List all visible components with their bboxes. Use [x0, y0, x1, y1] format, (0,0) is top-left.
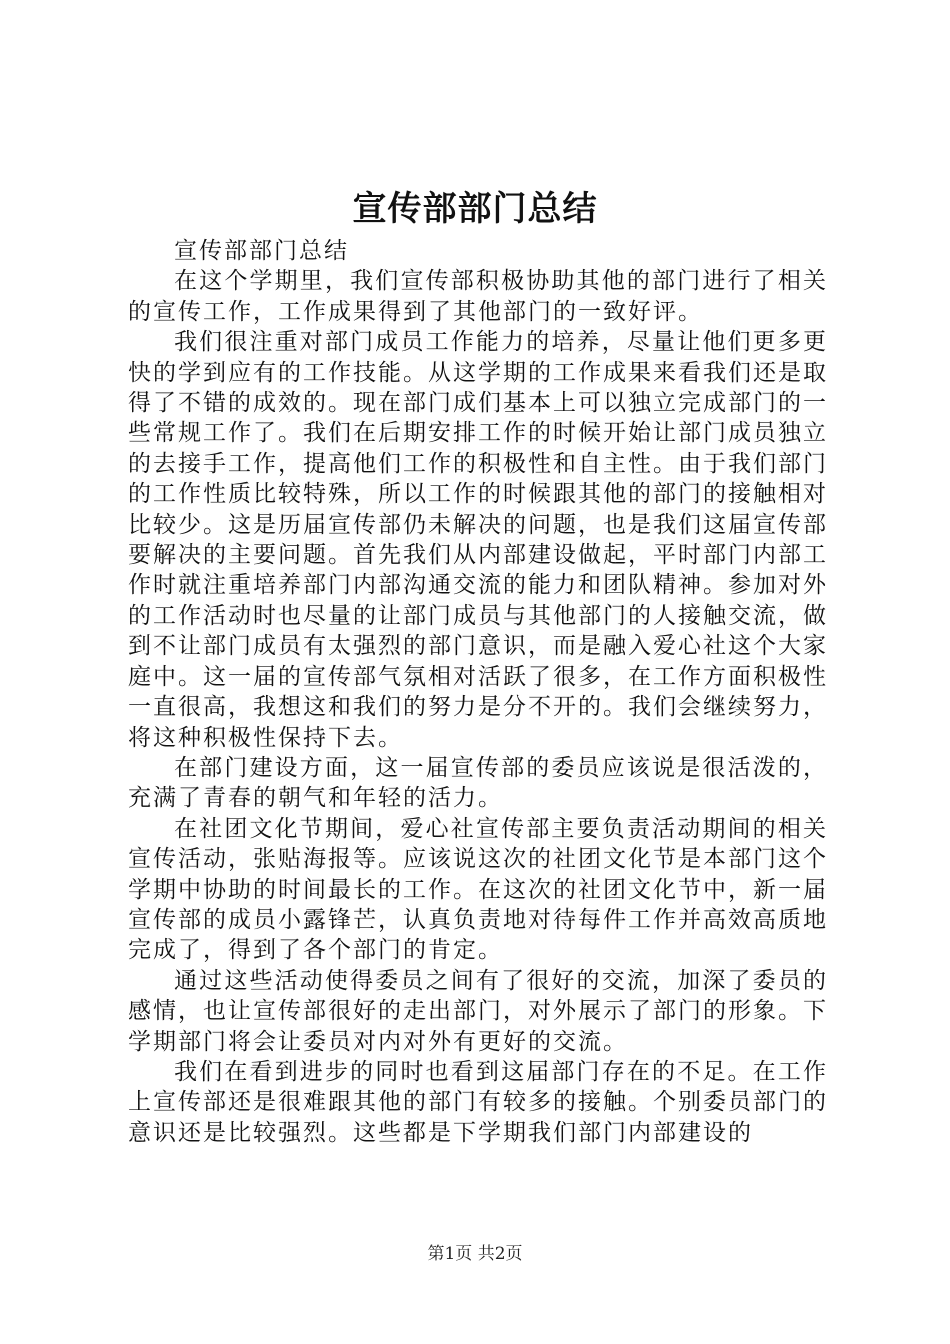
page-number-footer: 第1页 共2页: [427, 1244, 523, 1264]
body-paragraph: 在部门建设方面，这一届宣传部的委员应该说是很活泼的，充满了青春的朝气和年轻的活力。: [128, 754, 828, 812]
body-paragraph: 在社团文化节期间，爱心社宣传部主要负责活动期间的相关宣传活动，张贴海报等。应该说这次的社团文化节是本部门这个学期中协助的时间最长的工作。在这次的社团文化节中，新一届宣传部的成员小露锋芒，认真负责地对待每件工作并高效高质地完成了，得到了各个部门的肯定。: [128, 815, 828, 964]
body-paragraph: 通过这些活动使得委员之间有了很好的交流，加深了委员的感情，也让宣传部很好的走出部门，对外展示了部门的形象。下学期部门将会让委员对内对外有更好的交流。: [128, 967, 828, 1055]
body-paragraph: 我们很注重对部门成员工作能力的培养，尽量让他们更多更快的学到应有的工作技能。从这学期的工作成果来看我们还是取得了不错的成效的。现在部门成们基本上可以独立完成部门的一些常规工作了。我们在后期安排工作的时候开始让部门成员独立的去接手工作，提高他们工作的积极性和自主性。由于我们部门的工作性质比较特殊，所以工作的时候跟其他的部门的接触相对比较少。这是历届宣传部仍未解决的问题，也是我们这届宣传部要解决的主要问题。首先我们从内部建设做起，平时部门内部工作时就注重培养部门内部沟通交流的能力和团队精神。参加对外的工作活动时也尽量的让部门成员与其他部门的人接触交流，做到不让部门成员有太强烈的部门意识，而是融入爱心社这个大家庭中。这一届的宣传部气氛相对活跃了很多，在工作方面积极性一直很高，我想这和我们的努力是分不开的。我们会继续努力，将这种积极性保持下去。: [128, 329, 828, 751]
document-body: [128, 236, 828, 1148]
body-paragraph: 在这个学期里，我们宣传部积极协助其他的部门进行了相关的宣传工作，工作成果得到了其他部门的一致好评。: [128, 268, 828, 325]
body-paragraph: 我们在看到进步的同时也看到这届部门存在的不足。在工作上宣传部还是很难跟其他的部门有较多的接触。个别委员部门的意识还是比较强烈。这些都是下学期我们部门内部建设的: [128, 1058, 828, 1146]
document-title: 宣传部部门总结: [352, 189, 598, 229]
body-paragraph: 宣传部部门总结: [174, 238, 349, 264]
